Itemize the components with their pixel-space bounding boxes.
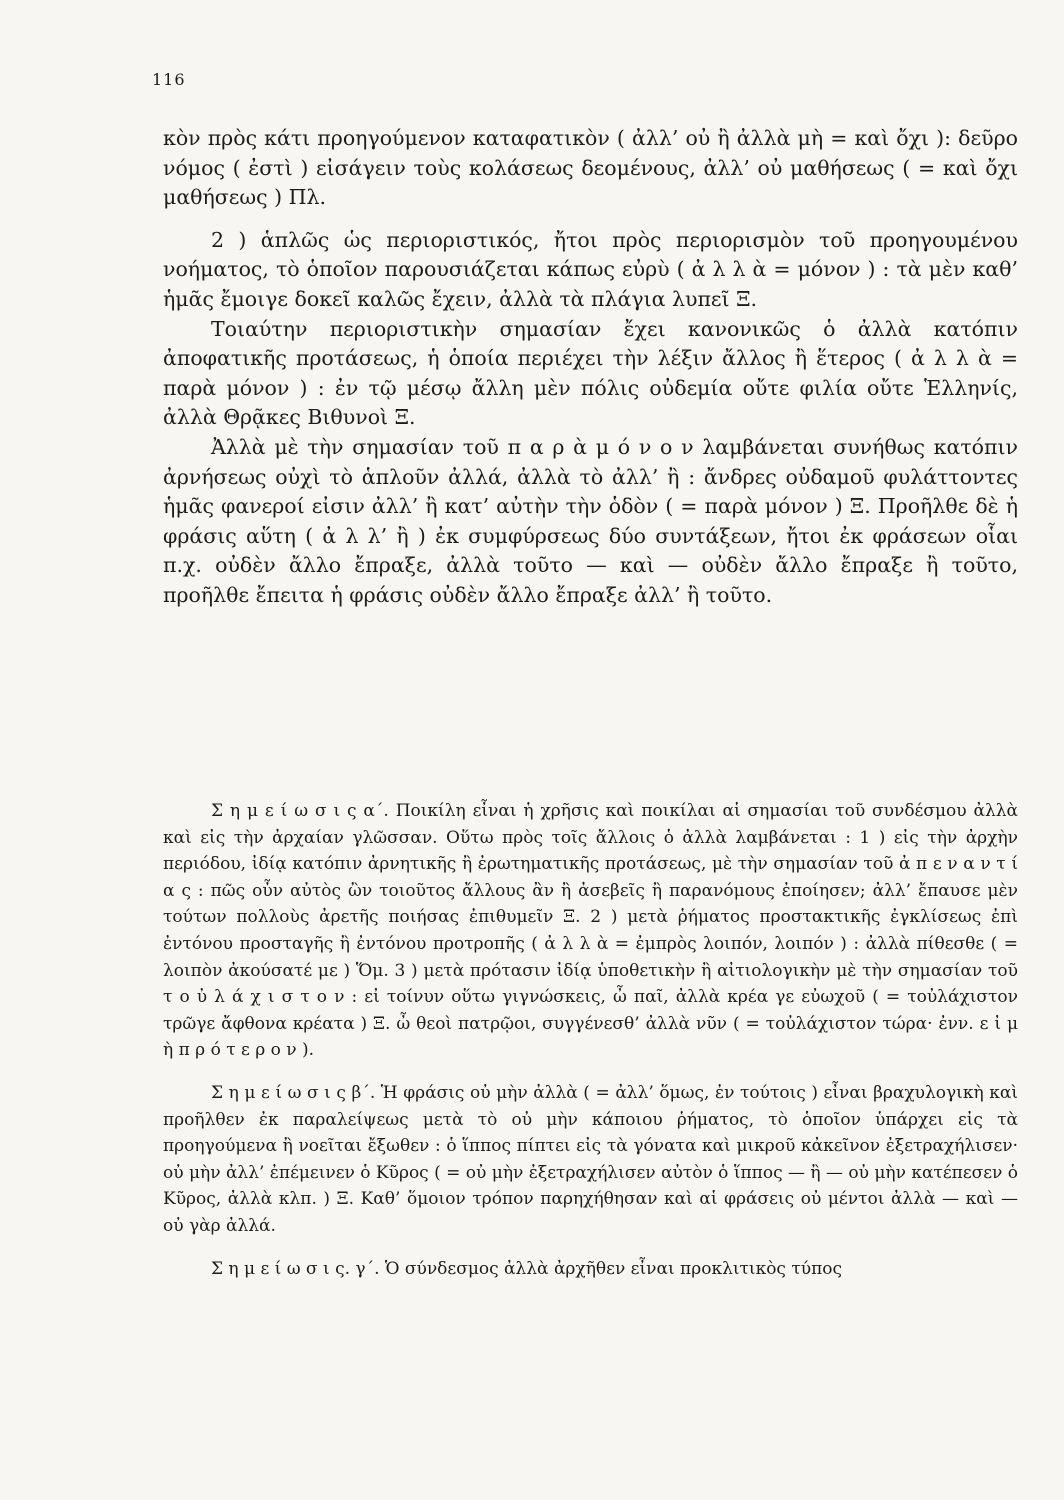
- note-alpha: Σ η μ ε ί ω σ ι ς α΄. Ποικίλη εἶναι ἡ χρῆσις καὶ ποικίλαι αἱ σημασίαι τοῦ συνδέσμου ἀλλὰ καὶ εἰς τὴν ἀρχαίαν γλῶσσαν. Οὕτω πρὸς τοῖς ἄλλοις ὁ ἀλλὰ λαμβάνεται : 1 ) εἰς τὴν ἀρχὴν περιόδου, ἰδίᾳ κατόπιν ἀρνητικῆς ἢ ἐρωτηματικῆς προτάσεως, μὲ τὴν σημασίαν τοῦ ἀ π ε ν α ν τ ί α ς : πῶς οὖν αὐτὸς ὢν τοιοῦτος ἄλλους ἂν ἢ ἀσεβεῖς ἢ παρανόμους ἐποίησεν; ἀλλ’ ἔπαυσε μὲν τούτων πολλοὺς ἀρετῆς ποιήσας ἐπιθυμεῖν Ξ. 2 ) μετὰ ῥήματος προστακτικῆς ἐγκλίσεως ἐπὶ ἐντόνου προσταγῆς ἢ ἐντόνου προτροπῆς ( ἀ λ λ ὰ = ἐμπρὸς λοιπόν, λοιπόν ) : ἀλλὰ πίθεσθε ( = λοιπὸν ἀκούσατέ με ) Ὅμ. 3 ) μετὰ πρότασιν ἰδίᾳ ὑποθετικὴν ἢ αἰτιολογικὴν μὲ τὴν σημασίαν τοῦ τ ο ὐ λ ά χ ι σ τ ο ν : εἰ τοίνυν οὕτω γιγνώσκεις, ὦ παῖ, ἀλλὰ κρέα γε εὐωχοῦ ( = τοὐλάχιστον τρῶγε ἄφθονα κρέατα ) Ξ. ὦ θεοὶ πατρῷοι, συγγένεσθ’ ἀλλὰ νῦν ( = τοὐλάχιστον τώρα· ἐνν. ε ἰ μ ὴ π ρ ό τ ε ρ ο ν ).: [163, 801, 1018, 1061]
- paragraph-item-2: 2 ) ἁπλῶς ὡς περιοριστικός, ἤτοι πρὸς περιορισμὸν τοῦ προηγουμένου νοήματος, τὸ ὁποῖον παρουσιάζεται κάπως εὐρὺ ( ἀ λ λ ὰ = μόνον ) : τὰ μὲν καθ’ ἡμᾶς ἔμοιγε δοκεῖ καλῶς ἔχειν, ἀλλὰ τὰ πλάγια λυπεῖ Ξ.: [163, 227, 1018, 311]
- paragraph-all-e: Ἀλλὰ μὲ τὴν σημασίαν τοῦ π α ρ ὰ μ ό ν ο ν λαμβάνεται συνήθως κατόπιν ἀρνήσεως οὐχὶ τὸ ἁπλοῦν ἀλλά, ἀλλὰ τὸ ἀλλ’ ἢ : ἄνδρες οὐδαμοῦ φυλάττοντες ἡμᾶς φανεροί εἰσιν ἀλλ’ ἢ κατ’ αὐτὴν τὴν ὁδὸν ( = παρὰ μόνον ) Ξ. Προῆλθε δὲ ἡ φράσις αὕτη ( ἀ λ λ’ ἢ ) ἐκ συμφύρσεως δύο συντάξεων, ἤτοι ἐκ φράσεων οἷαι π.χ. οὐδὲν ἄλλο ἔπραξε, ἀλλὰ τοῦτο — καὶ — οὐδὲν ἄλλο ἔπραξε ἢ τοῦτο, προῆλθε ἔπειτα ἡ φράσις οὐδὲν ἄλλο ἔπραξε ἀλλ’ ἢ τοῦτο.: [163, 434, 1018, 607]
- page-number: 116: [152, 70, 186, 89]
- paragraph-restrictive-meaning: Τοιαύτην περιοριστικὴν σημασίαν ἔχει κανονικῶς ὁ ἀλλὰ κατόπιν ἀποφατικῆς προτάσεως, ἡ ὁποία περιέχει τὴν λέξιν ἄλλος ἢ ἕτερος ( ἀ λ λ ὰ = παρὰ μόνον ) : ἐν τῷ μέσῳ ἄλλη μὲν πόλις οὐδεμία οὔτε φιλία οὔτε Ἑλληνίς, ἀλλὰ Θρᾷκες Βιθυνοὶ Ξ.: [163, 316, 1018, 430]
- note-gamma: Σ η μ ε ί ω σ ι ς. γ΄. Ὁ σύνδεσμος ἀλλὰ ἀρχῆθεν εἶναι προκλιτικὸς τύπος: [211, 1258, 843, 1279]
- paragraph-continued: κὸν πρὸς κάτι προηγούμενον καταφατικὸν ( ἀλλ’ οὐ ἢ ἀλλὰ μὴ = καὶ ὄχι ): δεῦρο νόμος ( ἐστὶ ) εἰσάγειν τοὺς κολάσεως δεομένους, ἀλλ’ οὐ μαθήσεως ( = καὶ ὄχι μαθήσεως ) Πλ.: [163, 126, 1018, 210]
- main-text: [163, 124, 1018, 611]
- notes-section: [163, 798, 1018, 1282]
- note-beta: Σ η μ ε ί ω σ ι ς β΄. Ἡ φράσις οὐ μὴν ἀλλὰ ( = ἀλλ’ ὅμως, ἐν τούτοις ) εἶναι βραχυλογικὴ καὶ προῆλθεν ἐκ παραλείψεως μετὰ τὸ οὐ μὴν κάποιου ῥήματος, τὸ ὁποῖον ὑπάρχει εἰς τὰ προηγούμενα ἢ νοεῖται ἔξωθεν : ὁ ἵππος πίπτει εἰς τὰ γόνατα καὶ μικροῦ κἀκεῖνον ἐξετραχήλισεν· οὐ μὴν ἀλλ’ ἐπέμεινεν ὁ Κῦρος ( = οὐ μὴν ἐξετραχήλισεν αὐτὸν ὁ ἵππος — ἢ — οὐ μὴν κατέπεσεν ὁ Κῦρος, ἀλλὰ κλπ. ) Ξ. Καθ’ ὅμοιον τρόπον παρηχήθησαν καὶ αἱ φράσεις οὐ μέντοι ἀλλὰ — καὶ — οὐ γὰρ ἀλλά.: [163, 1082, 1019, 1236]
